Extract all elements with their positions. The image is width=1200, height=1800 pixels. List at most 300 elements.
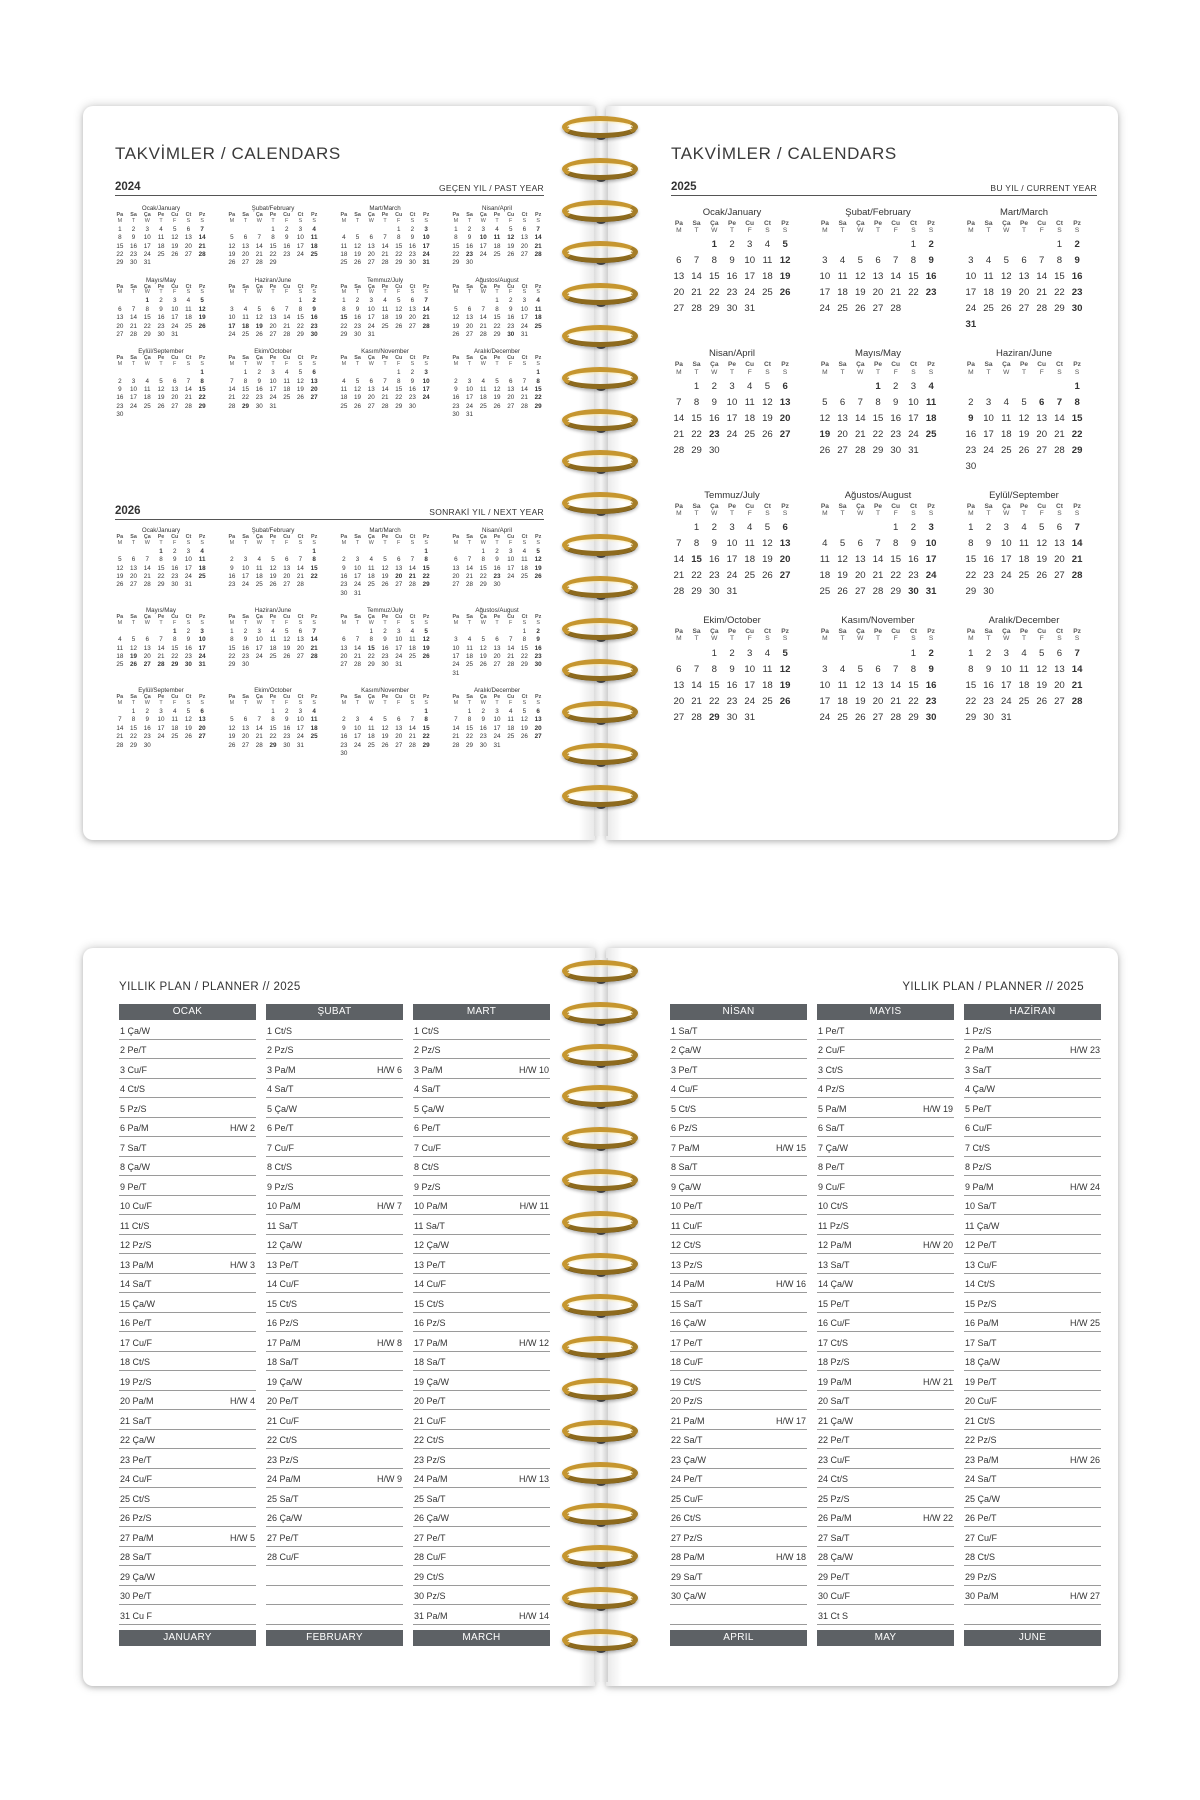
weekday-label: Pa: [966, 220, 975, 227]
day-label: 1 Ct/S: [414, 1025, 440, 1036]
week-row: [337, 369, 433, 377]
day-number: 11: [762, 255, 773, 267]
day-number: 15: [395, 242, 403, 250]
weekday-label: Pe: [493, 694, 501, 701]
day-number: 21: [296, 572, 304, 580]
weekday-header-en: [816, 510, 940, 517]
week-row: [816, 443, 940, 459]
day-number: 11: [256, 564, 263, 572]
week-row: [113, 742, 209, 750]
day-number: 12: [116, 564, 124, 572]
week-row: [337, 226, 433, 234]
day-label: 22 Pz/S: [965, 1435, 997, 1445]
day-number: [834, 520, 852, 536]
day-number: 6: [1056, 647, 1063, 659]
weekday-header-en: [449, 290, 545, 296]
planner-row: [964, 1137, 1101, 1157]
planner-title: YILLIK PLAN / PLANNER // 2025: [902, 981, 1084, 993]
weekday-label: Sa: [242, 212, 249, 218]
day-number: 22: [310, 572, 318, 580]
day-number: 9: [284, 716, 289, 724]
weekday-label: T: [729, 635, 734, 643]
day-number: 19: [1036, 679, 1048, 691]
week-row: [962, 459, 1086, 475]
day-label: 26 Pa/M: [818, 1513, 852, 1523]
day-number: [307, 259, 321, 267]
planner-row: [670, 1332, 807, 1352]
weekday-label: Sa: [466, 355, 473, 362]
day-label: 14 Pa/M: [671, 1279, 705, 1289]
day-number: 28: [691, 303, 702, 315]
day-number: 18: [520, 564, 528, 572]
day-label: 10 Pa/M: [267, 1201, 301, 1211]
day-number: 8: [396, 234, 401, 242]
weekday-label: W: [857, 227, 864, 235]
day-label: 22 Pe/T: [818, 1435, 850, 1445]
day-number: [225, 369, 239, 377]
weekday-label: T: [271, 289, 275, 296]
day-number: 18: [269, 644, 277, 652]
day-number: 20: [872, 287, 884, 299]
day-number: 5: [118, 556, 122, 564]
week-row: [670, 285, 794, 301]
weekday-label: S: [782, 635, 788, 643]
weekday-label: Pa: [340, 534, 348, 540]
day-number: 16: [228, 572, 236, 580]
week-row: [449, 725, 545, 733]
day-number: 30: [726, 303, 738, 315]
day-number: 8: [968, 538, 974, 550]
weekday-label: S: [410, 619, 415, 626]
ring-hole: [596, 134, 606, 140]
weekday-label: Ct: [1055, 502, 1063, 510]
weekday-label: Ct: [185, 534, 192, 540]
day-number: 29: [1054, 303, 1065, 315]
day-number: 28: [184, 402, 192, 410]
day-number: 29: [708, 711, 720, 723]
planner-row: [413, 1586, 550, 1606]
day-number: 11: [926, 396, 937, 408]
week-row: [337, 259, 433, 267]
week-number: H/W 10: [518, 1064, 549, 1075]
day-number: 26: [198, 322, 206, 330]
week-row: [449, 548, 545, 556]
day-number: [154, 628, 168, 636]
weekday-label: Ct: [297, 212, 304, 218]
day-label: 16 Cu/F: [818, 1318, 851, 1328]
day-number: 8: [424, 716, 428, 724]
year-number: 2026: [115, 505, 141, 517]
day-number: 27: [242, 741, 250, 749]
day-number: 22: [395, 250, 403, 258]
weekday-label: T: [840, 368, 845, 376]
day-number: 11: [242, 314, 249, 322]
day-number: 29: [493, 331, 501, 339]
day-number: 24: [726, 428, 738, 440]
day-number: 6: [284, 556, 289, 564]
day-number: 27: [395, 741, 403, 749]
day-number: 15: [198, 385, 206, 393]
weekday-label: Ça: [367, 694, 375, 701]
day-number: 14: [310, 636, 318, 644]
day-number: 3: [968, 255, 974, 267]
planner-row: [817, 1098, 954, 1118]
weekday-label: Ça: [367, 614, 375, 621]
day-number: 30: [708, 444, 720, 456]
planner-row: [817, 1586, 954, 1606]
day-number: [113, 297, 127, 305]
day-label: 29 Ça/W: [120, 1571, 156, 1582]
day-label: 27 Pe/T: [267, 1532, 299, 1543]
day-label: 24 Cu/F: [120, 1474, 153, 1484]
planner-row: [266, 1293, 403, 1313]
month-name: Ocak/January: [141, 205, 181, 212]
month-calendar: [816, 347, 940, 474]
ring-hole: [596, 1229, 606, 1235]
day-number: 1: [693, 380, 700, 392]
weekday-label: Ça: [367, 534, 375, 540]
day-number: 24: [466, 402, 474, 410]
week-row: [449, 636, 545, 644]
weekday-label: T: [159, 699, 163, 706]
week-row: [113, 653, 209, 661]
planner-row: [413, 1313, 550, 1333]
day-number: [280, 403, 294, 411]
week-row: [113, 378, 209, 386]
day-number: 26: [157, 402, 165, 410]
day-number: 15: [367, 644, 375, 652]
day-number: 19: [422, 644, 430, 652]
day-number: 3: [243, 556, 248, 564]
day-number: 10: [726, 396, 738, 408]
week-row: [337, 314, 433, 322]
planner-row: [670, 1157, 807, 1177]
day-number: 16: [908, 554, 919, 566]
day-label: 20 Pa/M: [120, 1396, 154, 1406]
weekday-label: Pe: [157, 283, 165, 290]
day-number: 16: [493, 564, 501, 572]
day-number: [490, 411, 504, 419]
day-number: 9: [410, 377, 415, 385]
day-number: 5: [230, 234, 234, 242]
day-number: 2: [131, 225, 136, 233]
weekday-label: Ct: [409, 355, 416, 362]
weekday-label: M: [676, 635, 682, 643]
weekday-label: W: [368, 361, 374, 368]
day-label: 24 Pa/M: [414, 1474, 448, 1484]
day-number: 26: [171, 250, 179, 258]
weekday-header-en: [449, 541, 545, 547]
weekday-label: T: [729, 227, 734, 235]
weekday-label: W: [480, 619, 486, 626]
week-row: [670, 662, 794, 678]
week-row: [670, 443, 794, 459]
planner-row: [670, 1352, 807, 1372]
week-row: [225, 331, 321, 339]
weekday-label: Pa: [820, 502, 829, 510]
day-number: 25: [744, 570, 756, 582]
day-number: 11: [368, 564, 375, 572]
weekday-label: Pz: [198, 534, 206, 540]
day-number: 25: [762, 695, 773, 707]
day-number: 17: [184, 564, 192, 572]
weekday-label: F: [893, 510, 898, 518]
day-number: 28: [507, 661, 515, 669]
day-number: [670, 646, 688, 662]
day-number: 1: [312, 547, 316, 555]
day-number: 24: [367, 322, 375, 330]
week-row: [962, 536, 1086, 552]
day-number: 25: [534, 322, 542, 330]
weekday-header-en: [670, 369, 794, 376]
day-number: 21: [422, 314, 430, 322]
day-number: 2: [481, 707, 486, 715]
weekday-label: Ça: [479, 534, 487, 540]
weekday-label: S: [410, 699, 415, 706]
day-number: 17: [452, 653, 460, 661]
day-number: 3: [467, 377, 472, 385]
weekday-label: Pe: [381, 283, 389, 290]
day-number: 28: [1071, 570, 1083, 582]
day-number: 8: [200, 377, 204, 385]
day-number: 7: [1074, 647, 1080, 659]
day-label: 19 Ça/W: [414, 1376, 450, 1387]
day-number: 14: [534, 234, 542, 242]
day-number: 14: [283, 314, 291, 322]
day-number: 11: [340, 385, 348, 393]
week-row: [113, 251, 209, 259]
day-number: [922, 301, 940, 317]
month-calendar: [337, 204, 433, 268]
weekday-label: Pe: [157, 212, 165, 218]
week-row: [449, 645, 545, 653]
planner-row: [266, 1157, 403, 1177]
weekday-label: S: [522, 619, 527, 626]
day-number: [419, 750, 433, 758]
day-number: 27: [408, 322, 416, 330]
day-label: 2 Pa/M: [965, 1045, 994, 1055]
day-number: 8: [271, 234, 275, 242]
day-number: [980, 459, 998, 475]
day-number: 2: [410, 369, 415, 377]
day-number: 12: [354, 385, 362, 393]
weekday-label: S: [782, 227, 788, 235]
week-row: [962, 411, 1086, 427]
weekday-label: Sa: [242, 534, 249, 540]
day-number: 30: [965, 460, 977, 472]
day-number: 5: [200, 297, 204, 305]
day-number: 18: [837, 287, 848, 299]
day-number: 10: [228, 314, 236, 322]
planner-row: [413, 1176, 550, 1196]
day-number: 13: [520, 234, 528, 242]
weekday-label: T: [467, 699, 472, 706]
day-number: 16: [507, 314, 515, 322]
day-number: 3: [230, 305, 234, 313]
weekday-label: Cu: [395, 614, 403, 621]
day-number: 17: [354, 733, 362, 741]
weekday-label: T: [694, 635, 699, 643]
weekday-label: W: [256, 539, 262, 546]
weekday-label: Pa: [116, 694, 124, 701]
day-number: 6: [782, 380, 788, 392]
day-number: [351, 708, 365, 716]
weekday-label: T: [1021, 227, 1026, 235]
day-number: 22: [157, 572, 165, 580]
weekday-label: Sa: [838, 220, 847, 227]
day-number: 15: [708, 271, 720, 283]
day-number: 31: [171, 331, 179, 339]
page-title: TAKVİMLER / CALENDARS: [671, 144, 897, 163]
day-number: [406, 548, 420, 556]
day-label: 2 Pe/T: [120, 1045, 147, 1055]
week-row: [337, 297, 433, 305]
day-number: 26: [507, 250, 515, 258]
weekday-label: Pa: [452, 614, 460, 621]
day-label: 6 Cu/F: [965, 1123, 993, 1133]
day-number: 12: [479, 644, 487, 652]
day-number: 18: [762, 271, 773, 283]
weekday-label: M: [341, 361, 347, 368]
week-row: [225, 297, 321, 305]
day-number: 24: [744, 695, 756, 707]
day-number: 27: [340, 661, 348, 669]
weekday-label: Pa: [820, 220, 829, 227]
planner-row: [964, 1040, 1101, 1060]
day-number: [351, 369, 365, 377]
day-number: 28: [466, 581, 474, 589]
day-number: 10: [269, 377, 277, 385]
day-label: 3 Pa/M: [414, 1064, 443, 1075]
planner-row: [413, 1157, 550, 1177]
day-number: [406, 590, 420, 598]
month-name: Şubat/February: [251, 205, 295, 212]
day-label: 13 Cu/F: [965, 1259, 998, 1270]
day-number: 25: [367, 741, 375, 749]
day-number: 20: [854, 570, 866, 582]
day-label: 7 Cu/F: [414, 1142, 442, 1153]
day-number: 25: [819, 586, 831, 598]
day-number: 25: [310, 250, 318, 258]
day-number: [1033, 459, 1051, 475]
day-number: [449, 548, 463, 556]
day-number: 20: [520, 242, 528, 250]
planner-row: [670, 1040, 807, 1060]
weekday-label: W: [1003, 368, 1010, 376]
day-number: [127, 369, 141, 377]
ring-hole: [596, 1145, 606, 1151]
day-number: 18: [983, 287, 994, 299]
weekday-label: S: [298, 619, 303, 626]
week-number: H/W 20: [922, 1240, 953, 1250]
day-number: 3: [729, 522, 735, 534]
day-label: 25 Ça/W: [965, 1493, 1001, 1504]
day-number: 15: [520, 644, 528, 652]
weekday-label: M: [676, 368, 682, 376]
day-number: 20: [1054, 679, 1065, 691]
planner-row: [413, 1508, 550, 1528]
day-number: 18: [479, 394, 487, 402]
week-row: [962, 317, 1086, 333]
day-number: [997, 237, 1015, 253]
planner-row: [670, 1566, 807, 1586]
day-number: 26: [1036, 695, 1048, 707]
planner-row: [119, 1488, 256, 1508]
day-number: 24: [228, 331, 236, 339]
day-number: 31: [395, 661, 403, 669]
day-number: [168, 742, 182, 750]
month-name: Kasım/November: [361, 687, 409, 695]
weekday-label: S: [1057, 227, 1062, 235]
weekday-label: T: [840, 635, 845, 643]
day-number: 12: [283, 636, 291, 644]
week-row: [449, 670, 545, 678]
weekday-label: T: [159, 539, 163, 546]
month-calendar: [670, 347, 794, 474]
day-number: 13: [872, 271, 884, 283]
day-number: 18: [744, 412, 756, 424]
weekday-label: Ça: [367, 355, 375, 362]
weekday-label: S: [536, 699, 540, 706]
weekday-header-tr: [962, 220, 1086, 227]
weekday-label: T: [1021, 635, 1026, 643]
day-number: 24: [255, 653, 263, 661]
planner-row: [119, 1137, 256, 1157]
day-number: 18: [837, 695, 848, 707]
day-number: 1: [1056, 239, 1063, 251]
week-row: [670, 395, 794, 411]
day-label: 17 Ct/S: [818, 1337, 849, 1348]
day-number: 3: [369, 297, 374, 305]
day-number: 13: [367, 385, 375, 393]
weekday-label: S: [536, 289, 540, 296]
weekday-label: Cu: [1037, 502, 1047, 510]
day-number: [816, 379, 834, 395]
weekday-label: Ça: [710, 361, 719, 369]
day-number: 7: [298, 556, 303, 564]
day-label: 9 Pz/S: [414, 1181, 441, 1192]
day-number: 24: [296, 250, 304, 258]
weekday-header-en: [225, 541, 321, 547]
day-number: 7: [284, 305, 289, 313]
day-number: 1: [271, 707, 275, 715]
planner-row: [817, 1040, 954, 1060]
weekday-label: Cu: [171, 212, 179, 218]
weekday-label: M: [117, 217, 123, 224]
day-number: 12: [296, 377, 304, 385]
week-row: [225, 556, 321, 564]
planner-row: [413, 1605, 550, 1625]
weekday-label: W: [256, 699, 262, 706]
day-number: 14: [228, 385, 236, 393]
week-row: [449, 403, 545, 411]
day-number: [195, 742, 209, 750]
day-label: 1 Pz/S: [965, 1025, 992, 1036]
weekday-label: Sa: [984, 361, 993, 369]
day-number: 7: [355, 636, 360, 644]
day-number: [252, 297, 266, 305]
weekday-label: Ct: [521, 212, 528, 218]
day-label: 30 Pe/T: [120, 1591, 152, 1601]
day-number: 16: [726, 271, 738, 283]
day-number: 28: [130, 331, 138, 339]
day-number: 20: [673, 287, 685, 299]
weekday-label: Ct: [521, 694, 528, 701]
ring-hole: [596, 1062, 606, 1068]
week-row: [449, 386, 545, 394]
day-number: 15: [116, 242, 124, 250]
day-number: 6: [676, 663, 682, 675]
